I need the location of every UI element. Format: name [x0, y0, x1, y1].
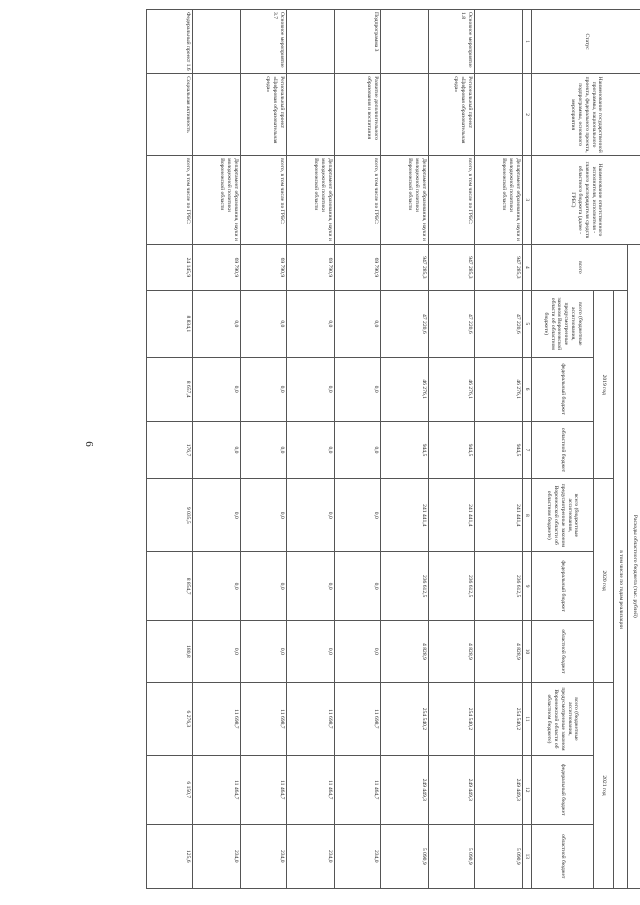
row-value: 47 220,6 — [474, 291, 522, 357]
row-value: 69 790,9 — [192, 244, 240, 290]
header-executor: Наименование ответственного исполнителя, исполнителя - главного распорядителя средств областного бюджета (далее - ГРБС) — [532, 156, 640, 245]
row-value: 254 540,2 — [380, 682, 428, 755]
row-value: 8 657,4 — [146, 357, 192, 421]
column-number: 1 — [522, 10, 531, 74]
row-name — [286, 74, 334, 156]
row-status: Основное мероприятие 1.8 — [428, 10, 474, 74]
row-value: 8 834,1 — [146, 291, 192, 357]
row-value: 234,0 — [334, 824, 380, 888]
row-executor: всего, в том числе по ГРБС: — [146, 156, 192, 245]
column-number: 10 — [522, 620, 531, 682]
row-value: 11 698,7 — [192, 682, 240, 755]
row-value: 0,0 — [240, 479, 286, 552]
row-value: 0,0 — [192, 357, 240, 421]
table-row — [474, 10, 522, 889]
row-value: 0,0 — [334, 421, 380, 479]
row-value: 234,0 — [192, 824, 240, 888]
table-row — [428, 10, 474, 889]
row-value: 241 441,4 — [474, 479, 522, 552]
row-value: 0,0 — [286, 357, 334, 421]
column-number: 7 — [522, 421, 531, 479]
table-row — [334, 10, 380, 889]
row-name — [192, 74, 240, 156]
row-value: 236 612,5 — [380, 552, 428, 621]
row-value: 125,6 — [146, 824, 192, 888]
row-value: 8 854,7 — [146, 552, 192, 621]
header-year-2021: 2021 год — [594, 682, 614, 888]
row-value: 0,0 — [334, 620, 380, 682]
row-value: 236 612,5 — [474, 552, 522, 621]
row-value: 249 449,3 — [474, 755, 522, 824]
row-executor: всего, в том числе по ГРБС: — [334, 156, 380, 245]
row-value: 6 276,3 — [146, 682, 192, 755]
header-federal: федеральный бюджет — [532, 755, 594, 824]
column-number: 5 — [522, 291, 531, 357]
row-value: 0,0 — [192, 421, 240, 479]
column-number: 3 — [522, 156, 531, 245]
header-year-2019: 2019 год — [594, 291, 614, 479]
row-value: 11 464,7 — [334, 755, 380, 824]
header-subtotal: всего (бюджетные ассигнования, предусмотренные законом Воронежской области об областном бюджете) — [532, 479, 594, 552]
row-value: 947 285,3 — [474, 244, 522, 290]
row-name: Социальная активность — [146, 74, 192, 156]
row-value: 47 220,6 — [428, 291, 474, 357]
header-regional: областной бюджет — [532, 421, 594, 479]
row-value: 944,5 — [474, 421, 522, 479]
column-number: 6 — [522, 357, 531, 421]
row-status — [192, 10, 240, 74]
column-number-row — [522, 10, 531, 889]
column-number: 11 — [522, 682, 531, 755]
table-row — [146, 10, 192, 889]
row-value: 241 441,4 — [380, 479, 428, 552]
row-executor: Департамент образования, науки и молодежной политики Воронежской области — [474, 156, 522, 245]
row-status — [474, 10, 522, 74]
row-value: 5 090,9 — [428, 824, 474, 888]
row-value: 0,0 — [286, 291, 334, 357]
row-name: Региональный проект «Цифровая образовательная среда» — [428, 74, 474, 156]
row-value: 0,0 — [240, 291, 286, 357]
row-name: Региональный проект «Цифровая образовательная среда» — [240, 74, 286, 156]
row-value: 0,0 — [286, 421, 334, 479]
row-value: 236 612,5 — [428, 552, 474, 621]
row-value: 944,5 — [380, 421, 428, 479]
row-value: 176,7 — [146, 421, 192, 479]
header-subtotal: всего (бюджетные ассигнования, предусмотренные законом Воронежской области об областном бюджете) — [532, 682, 594, 755]
row-value: 249 449,3 — [428, 755, 474, 824]
table-row — [380, 10, 428, 889]
row-value: 11 464,7 — [286, 755, 334, 824]
row-value: 11 464,7 — [240, 755, 286, 824]
budget-table — [146, 9, 640, 889]
row-value: 947 285,3 — [428, 244, 474, 290]
row-value: 4 828,9 — [380, 620, 428, 682]
row-value: 0,0 — [334, 552, 380, 621]
row-value: 234,0 — [240, 824, 286, 888]
header-subtotal: всего (бюджетные ассигнования, предусмотренные законом Воронежской области об областном бюджете) — [532, 291, 594, 357]
row-value: 9 035,5 — [146, 479, 192, 552]
row-value: 0,0 — [240, 421, 286, 479]
row-value: 254 540,2 — [428, 682, 474, 755]
row-value: 0,0 — [192, 479, 240, 552]
row-value: 24 145,9 — [146, 244, 192, 290]
row-value: 4 828,9 — [428, 620, 474, 682]
row-value: 46 276,1 — [428, 357, 474, 421]
row-value: 5 090,9 — [380, 824, 428, 888]
column-number: 8 — [522, 479, 531, 552]
row-executor: всего, в том числе по ГРБС: — [428, 156, 474, 245]
header-total: всего — [532, 244, 628, 290]
row-value: 254 540,2 — [474, 682, 522, 755]
row-executor: Департамент образования, науки и молодежной политики Воронежской области — [380, 156, 428, 245]
row-value: 249 449,3 — [380, 755, 428, 824]
header-expenses: Расходы областного бюджета (тыс. рублей) — [628, 244, 640, 888]
row-name: Развитие дополнительного образования и воспитания — [334, 74, 380, 156]
row-value: 234,0 — [286, 824, 334, 888]
row-value: 4 828,9 — [474, 620, 522, 682]
row-status: Подпрограмма 3 — [334, 10, 380, 74]
row-status — [380, 10, 428, 74]
row-value: 944,5 — [428, 421, 474, 479]
row-value: 0,0 — [334, 357, 380, 421]
row-value: 69 790,9 — [240, 244, 286, 290]
page-number: 6 — [82, 441, 95, 447]
row-value: 947 285,3 — [380, 244, 428, 290]
row-value: 6 150,7 — [146, 755, 192, 824]
row-value: 0,0 — [240, 357, 286, 421]
row-executor: Департамент образования, науки и молодежной политики Воронежской области — [192, 156, 240, 245]
header-year-2020: 2020 год — [594, 479, 614, 683]
row-value: 11 464,7 — [192, 755, 240, 824]
row-value: 0,0 — [240, 620, 286, 682]
row-value: 0,0 — [286, 620, 334, 682]
table-body — [146, 10, 522, 889]
row-value: 0,0 — [192, 552, 240, 621]
header-status: Статус — [532, 10, 640, 74]
row-value: 5 090,9 — [474, 824, 522, 888]
row-value: 0,0 — [240, 552, 286, 621]
header-by-years: в том числе по годам реализации — [614, 291, 628, 889]
row-value: 0,0 — [286, 479, 334, 552]
row-value: 11 698,7 — [240, 682, 286, 755]
row-value: 69 790,9 — [334, 244, 380, 290]
header-name: Наименование государственной программы, национального проекта, федерального проекта, подпрограммы, основного мероприятия — [532, 74, 640, 156]
row-name — [474, 74, 522, 156]
table-row — [192, 10, 240, 889]
row-value: 46 276,1 — [474, 357, 522, 421]
row-status — [286, 10, 334, 74]
header-federal: федеральный бюджет — [532, 357, 594, 421]
header-regional: областной бюджет — [532, 620, 594, 682]
row-name — [380, 74, 428, 156]
row-value: 0,0 — [286, 552, 334, 621]
row-value: 0,0 — [192, 291, 240, 357]
row-value: 11 698,7 — [286, 682, 334, 755]
row-value: 0,0 — [334, 479, 380, 552]
column-number: 12 — [522, 755, 531, 824]
row-value: 47 220,6 — [380, 291, 428, 357]
table-row — [286, 10, 334, 889]
row-value: 180,8 — [146, 620, 192, 682]
row-status: Основное мероприятие 3.7 — [240, 10, 286, 74]
column-number: 13 — [522, 824, 531, 888]
column-number: 2 — [522, 74, 531, 156]
column-number: 9 — [522, 552, 531, 621]
row-value: 11 698,7 — [334, 682, 380, 755]
row-status: Федеральный проект 1.6 — [146, 10, 192, 74]
table-row — [240, 10, 286, 889]
row-value: 46 276,1 — [380, 357, 428, 421]
column-number: 4 — [522, 244, 531, 290]
row-value: 69 790,9 — [286, 244, 334, 290]
row-value: 0,0 — [334, 291, 380, 357]
row-value: 241 441,4 — [428, 479, 474, 552]
header-federal: федеральный бюджет — [532, 552, 594, 621]
row-executor: всего, в том числе по ГРБС: — [240, 156, 286, 245]
row-executor: Департамент образования, науки и молодежной политики Воронежской области — [286, 156, 334, 245]
row-value: 0,0 — [192, 620, 240, 682]
header-regional: областной бюджет — [532, 824, 594, 888]
